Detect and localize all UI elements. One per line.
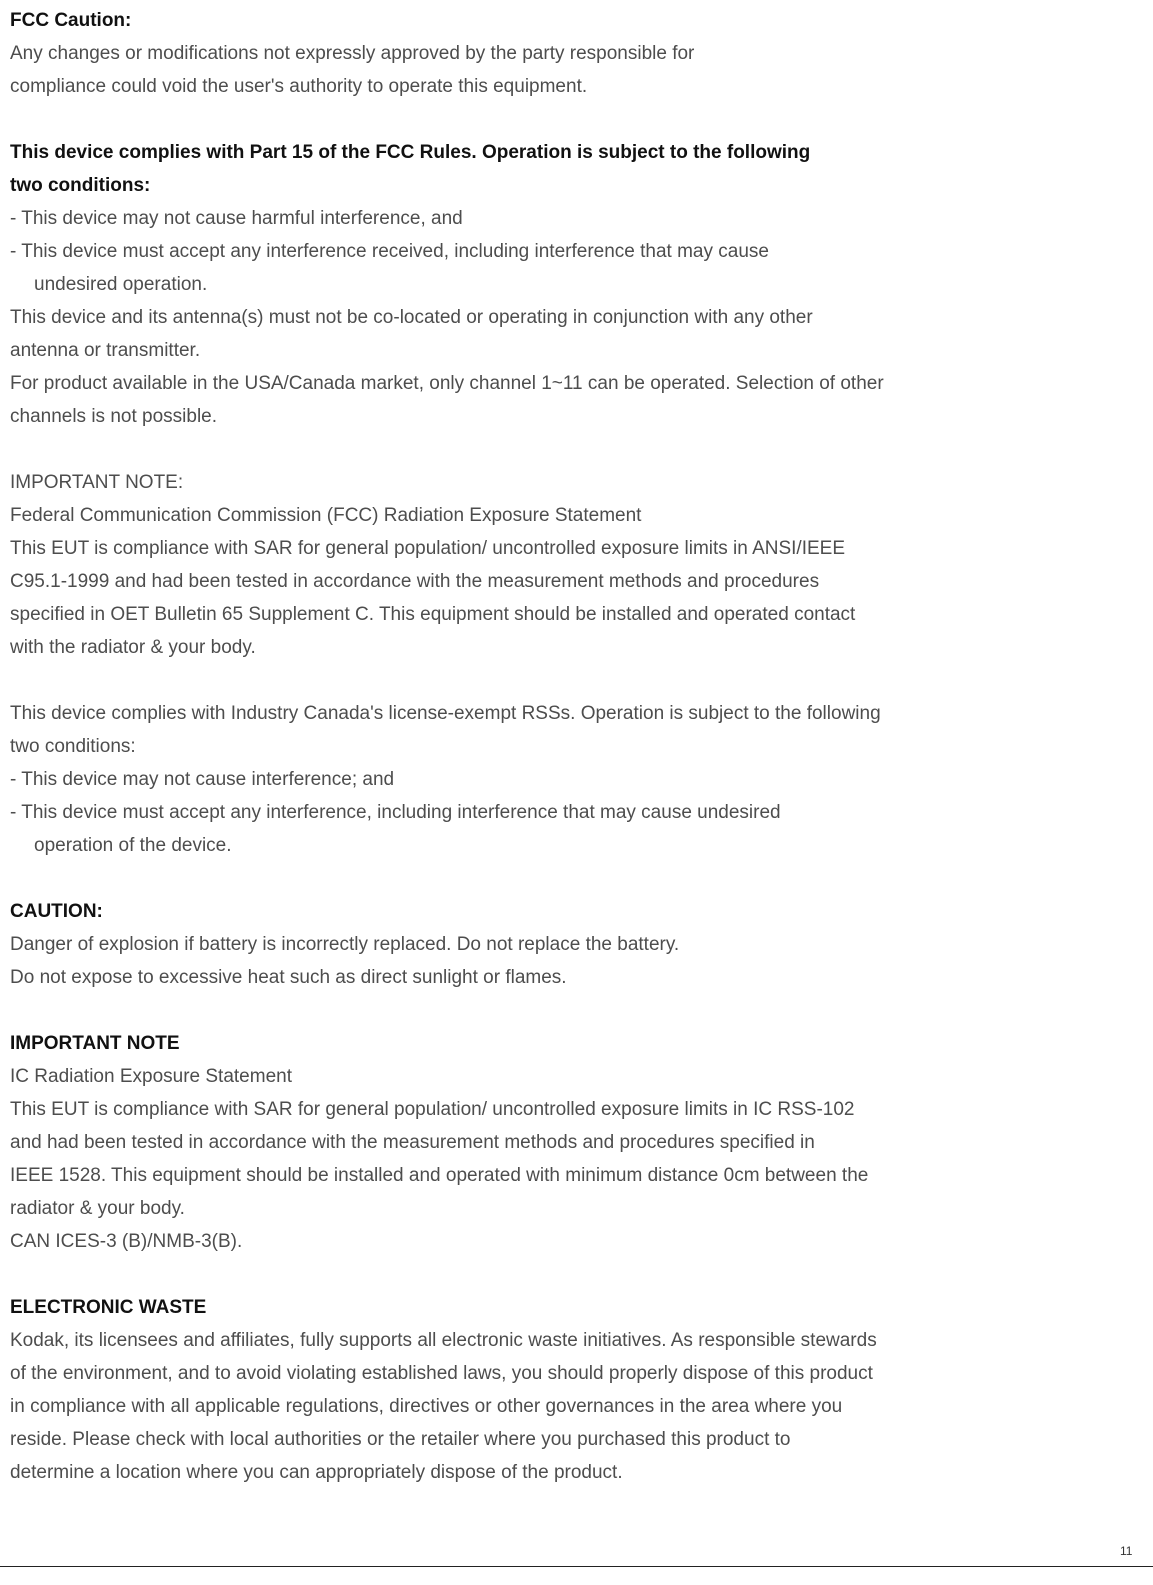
text-line: in compliance with all applicable regulations, directives or other governances in the area where you: [10, 1396, 843, 1417]
paragraph-gap: [10, 994, 1130, 1027]
paragraph-gap: [10, 862, 1130, 895]
bottom-rule: [0, 1566, 1153, 1567]
text-line: C95.1-1999 and had been tested in accordance with the measurement methods and procedures: [10, 571, 820, 592]
text-line: channels is not possible.: [10, 406, 218, 427]
text-line: Kodak, its licensees and affiliates, fully supports all electronic waste initiatives. As responsible stewards: [10, 1330, 877, 1351]
paragraph-gap: [10, 103, 1130, 136]
page-number: 11: [1120, 1544, 1133, 1558]
text-line: Danger of explosion if battery is incorrectly replaced. Do not replace the battery.: [10, 934, 680, 955]
text-line: This EUT is compliance with SAR for general population/ uncontrolled exposure limits in IC RSS-102: [10, 1099, 855, 1120]
text-line: operation of the device.: [34, 835, 232, 856]
text-line: This EUT is compliance with SAR for general population/ uncontrolled exposure limits in ANSI/IEEE: [10, 538, 845, 559]
section-heading: CAUTION:: [10, 901, 103, 922]
section-heading: ELECTRONIC WASTE: [10, 1297, 207, 1318]
text-line: radiator & your body.: [10, 1198, 185, 1219]
text-line: compliance could void the user's authority to operate this equipment.: [10, 76, 588, 97]
text-line: This device complies with Industry Canada's license-exempt RSSs. Operation is subject to the following: [10, 703, 881, 724]
text-line: IEEE 1528. This equipment should be installed and operated with minimum distance 0cm between the: [10, 1165, 869, 1186]
text-line: specified in OET Bulletin 65 Supplement C. This equipment should be installed and operated contact: [10, 604, 856, 625]
text-line: reside. Please check with local authorities or the retailer where you purchased this product to: [10, 1429, 791, 1450]
text-line: CAN ICES-3 (B)/NMB-3(B).: [10, 1231, 243, 1252]
text-line: two conditions:: [10, 736, 136, 757]
section-heading: IMPORTANT NOTE: [10, 1033, 180, 1054]
document-body: [10, 4, 1130, 1489]
text-line: - This device must accept any interference received, including interference that may cause: [10, 241, 769, 262]
text-line: antenna or transmitter.: [10, 340, 201, 361]
paragraph-gap: [10, 664, 1130, 697]
text-line: - This device may not cause harmful interference, and: [10, 208, 463, 229]
text-line: Any changes or modifications not expressly approved by the party responsible for: [10, 43, 695, 64]
text-line: Federal Communication Commission (FCC) Radiation Exposure Statement: [10, 505, 642, 526]
text-line: - This device must accept any interference, including interference that may cause undesired: [10, 802, 781, 823]
section-heading: FCC Caution:: [10, 10, 132, 31]
text-line: of the environment, and to avoid violating established laws, you should properly dispose of this product: [10, 1363, 873, 1384]
text-line: undesired operation.: [34, 274, 208, 295]
text-line: and had been tested in accordance with the measurement methods and procedures specified in: [10, 1132, 815, 1153]
text-line: For product available in the USA/Canada market, only channel 1~11 can be operated. Selection of other: [10, 373, 884, 394]
text-line: IC Radiation Exposure Statement: [10, 1066, 292, 1087]
text-line: This device and its antenna(s) must not be co-located or operating in conjunction with any other: [10, 307, 813, 328]
text-line: - This device may not cause interference; and: [10, 769, 395, 790]
text-line: determine a location where you can appropriately dispose of the product.: [10, 1462, 623, 1483]
section-heading: two conditions:: [10, 175, 151, 196]
text-line: IMPORTANT NOTE:: [10, 472, 184, 493]
section-heading: This device complies with Part 15 of the FCC Rules. Operation is subject to the following: [10, 142, 811, 163]
paragraph-gap: [10, 433, 1130, 466]
text-line: with the radiator & your body.: [10, 637, 256, 658]
paragraph-gap: [10, 1258, 1130, 1291]
text-line: Do not expose to excessive heat such as direct sunlight or flames.: [10, 967, 567, 988]
